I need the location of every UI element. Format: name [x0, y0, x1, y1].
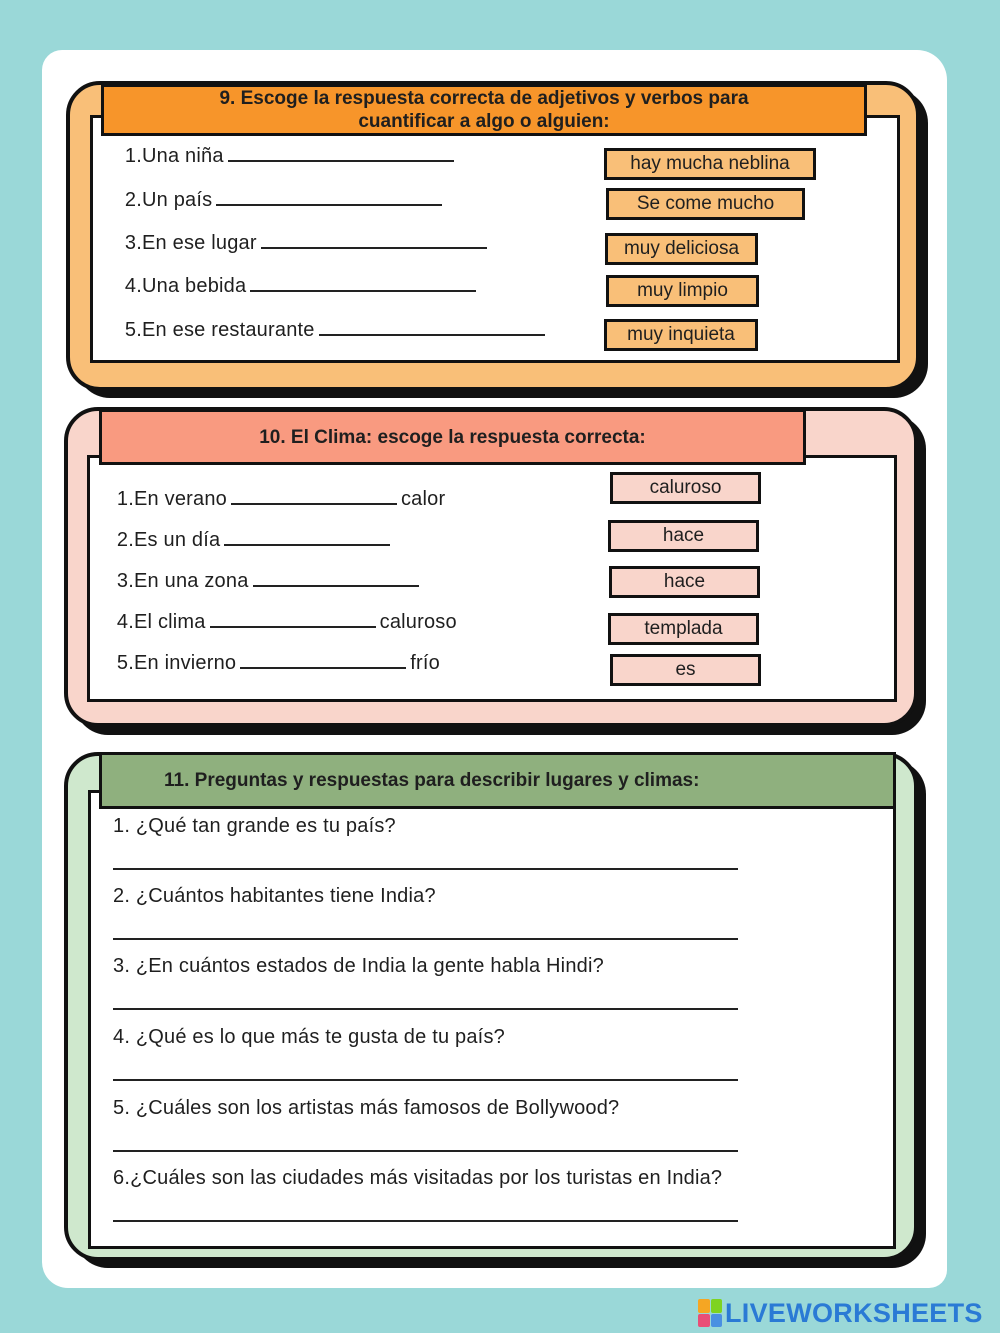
s10-question-text: Es un día — [134, 529, 221, 551]
s10-answer-blank-4[interactable] — [210, 610, 376, 628]
s11-answer-line-4[interactable] — [113, 1079, 738, 1081]
s10-question-text: En una zona — [134, 570, 249, 592]
s9-option-chip[interactable]: Se come mucho — [606, 188, 805, 220]
s11-answer-line-1[interactable] — [113, 868, 738, 870]
s10-question-1 — [110, 487, 445, 511]
s9-question-2 — [118, 188, 446, 212]
s9-question-text: En ese restaurante — [142, 319, 315, 341]
s10-question-number: 2. — [116, 529, 134, 551]
s11-question-2: 2. ¿Cuántos habitantes tiene India? — [113, 885, 436, 907]
s9-question-1 — [118, 144, 458, 168]
s10-question-suffix: caluroso — [379, 611, 457, 633]
s10-question-number: 1. — [116, 488, 134, 510]
s10-option-chip[interactable]: es — [610, 654, 761, 686]
s10-question-text: El clima — [134, 611, 206, 633]
s10-answer-blank-2[interactable] — [224, 528, 390, 546]
s11-answer-line-5[interactable] — [113, 1150, 738, 1152]
s11-answer-line-6[interactable] — [113, 1220, 738, 1222]
s10-answer-blank-1[interactable] — [231, 487, 397, 505]
s9-question-number: 4. — [124, 275, 142, 297]
s10-question-text: En verano — [134, 488, 227, 510]
s11-question-6: 6.¿Cuáles son las ciudades más visitadas por los turistas en India? — [113, 1167, 723, 1189]
s10-question-suffix: calor — [400, 488, 446, 510]
s10-question-text: En invierno — [134, 652, 237, 674]
s9-answer-blank-4[interactable] — [250, 274, 476, 292]
s9-answer-blank-1[interactable] — [228, 144, 454, 162]
brand-badge-icon — [698, 1299, 722, 1327]
s9-answer-blank-5[interactable] — [319, 318, 545, 336]
s9-option-chip[interactable]: muy limpio — [606, 275, 759, 307]
s11-answer-line-2[interactable] — [113, 938, 738, 940]
s11-question-5: 5. ¿Cuáles son los artistas más famosos de Bollywood? — [113, 1097, 620, 1119]
s9-question-text: Una bebida — [142, 275, 247, 297]
s9-question-4 — [118, 274, 480, 298]
s10-question-suffix: frío — [410, 652, 440, 674]
s9-question-3 — [118, 231, 491, 255]
s11-question-1: 1. ¿Qué tan grande es tu país? — [113, 815, 396, 837]
s9-question-number: 1. — [124, 145, 142, 167]
section9-title: 9. Escoge la respuesta correcta de adjetivos y verbos para cuantificar a algo o alguien: — [101, 84, 867, 136]
section10-title: 10. El Clima: escoge la respuesta correcta: — [99, 409, 806, 465]
s9-question-text: En ese lugar — [142, 232, 257, 254]
s11-answer-line-3[interactable] — [113, 1008, 738, 1010]
s11-question-4: 4. ¿Qué es lo que más te gusta de tu país? — [113, 1026, 505, 1048]
s10-question-number: 4. — [116, 611, 134, 633]
s10-question-3 — [110, 569, 423, 593]
s10-option-chip[interactable]: caluroso — [610, 472, 761, 504]
s9-question-number: 5. — [124, 319, 142, 341]
s10-question-4 — [110, 610, 457, 634]
s9-question-number: 2. — [124, 189, 142, 211]
s9-question-number: 3. — [124, 232, 142, 254]
section11-title: 11. Preguntas y respuestas para describir lugares y climas: — [99, 752, 896, 809]
s10-answer-blank-5[interactable] — [240, 651, 406, 669]
s10-question-number: 3. — [116, 570, 134, 592]
s10-option-chip[interactable]: templada — [608, 613, 759, 645]
liveworksheets-logo[interactable] — [698, 1298, 983, 1328]
s9-option-chip[interactable]: muy inquieta — [604, 319, 758, 351]
s10-question-number: 5. — [116, 652, 134, 674]
s9-answer-blank-2[interactable] — [216, 188, 442, 206]
s11-question-3: 3. ¿En cuántos estados de India la gente habla Hindi? — [113, 955, 604, 977]
s10-answer-blank-3[interactable] — [253, 569, 419, 587]
s9-question-5 — [118, 318, 549, 342]
s9-question-text: Una niña — [142, 145, 224, 167]
s10-option-chip[interactable]: hace — [609, 566, 760, 598]
brand-name: LIVEWORKSHEETS — [725, 1297, 983, 1328]
s9-option-chip[interactable]: hay mucha neblina — [604, 148, 816, 180]
s10-option-chip[interactable]: hace — [608, 520, 759, 552]
s9-answer-blank-3[interactable] — [261, 231, 487, 249]
s9-option-chip[interactable]: muy deliciosa — [605, 233, 758, 265]
s9-question-text: Un país — [142, 189, 213, 211]
s10-question-5 — [110, 651, 440, 675]
s10-question-2 — [110, 528, 394, 552]
